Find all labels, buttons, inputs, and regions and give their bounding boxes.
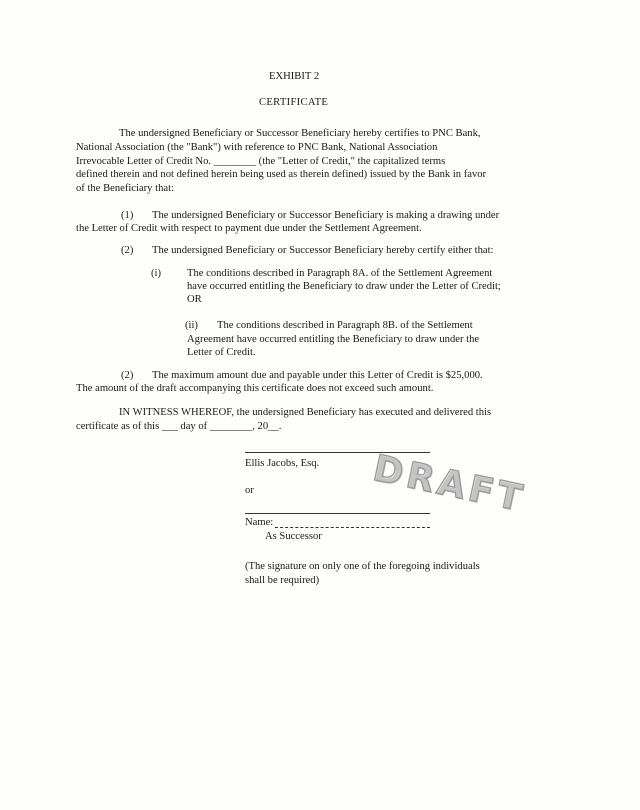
sub-item-text: The conditions described in Paragraph 8A. of the Settlement Agreement	[187, 268, 493, 279]
note-line: (The signature on only one of the foregoing individuals	[245, 561, 480, 572]
item-text: the Letter of Credit with respect to payment due under the Settlement Agreement.	[76, 223, 422, 234]
intro-line: The undersigned Beneficiary or Successor Beneficiary hereby certifies to PNC Bank,	[119, 128, 481, 139]
successor-label: As Successor	[265, 531, 322, 542]
sub-item-text: Agreement have occurred entitling the Beneficiary to draw under the	[187, 334, 480, 345]
note-line: shall be required)	[245, 575, 320, 586]
name-line	[275, 527, 430, 528]
exhibit-label: EXHIBIT 2	[269, 71, 320, 82]
item-number: (2)	[121, 370, 134, 381]
item-text: The maximum amount due and payable under this Letter of Credit is $25,000.	[152, 370, 483, 381]
witness-line: certificate as of this ___ day of ________, 20__.	[76, 421, 282, 432]
sub-item-text: have occurred entitling the Beneficiary to draw under the Letter of Credit;	[187, 281, 501, 292]
intro-line: of the Beneficiary that:	[76, 183, 174, 194]
name-label: Name:	[245, 517, 274, 528]
item-text: The undersigned Beneficiary or Successor Beneficiary is making a drawing under	[152, 210, 500, 221]
intro-line: Irrevocable Letter of Credit No. ________ (the "Letter of Credit," the capitalized terms	[76, 156, 446, 167]
item-number: (1)	[121, 210, 134, 221]
item-number: (2)	[121, 245, 134, 256]
or-label: or	[245, 485, 254, 496]
draft-stamp	[366, 448, 550, 543]
sub-item-text: The conditions described in Paragraph 8B. of the Settlement	[217, 320, 473, 331]
certificate-heading: CERTIFICATE	[259, 97, 329, 108]
sub-item-number: (ii)	[185, 320, 198, 331]
sub-item-text: OR	[187, 294, 202, 305]
item-text: The undersigned Beneficiary or Successor Beneficiary hereby certify either that:	[152, 245, 494, 256]
witness-line: IN WITNESS WHEREOF, the undersigned Beneficiary has executed and delivered this	[119, 407, 492, 418]
intro-line: National Association (the "Bank") with reference to PNC Bank, National Association	[76, 142, 438, 153]
signatory-name: Ellis Jacobs, Esq.	[245, 458, 320, 469]
item-text: The amount of the draft accompanying this certificate does not exceed such amount.	[76, 383, 434, 394]
draft-stamp-text: DRAFT	[369, 448, 530, 521]
intro-line: defined therein and not defined herein being used as therein defined) issued by the Bank in favor	[76, 169, 487, 180]
sub-item-number: (i)	[151, 268, 161, 279]
sub-item-text: Letter of Credit.	[187, 347, 256, 358]
